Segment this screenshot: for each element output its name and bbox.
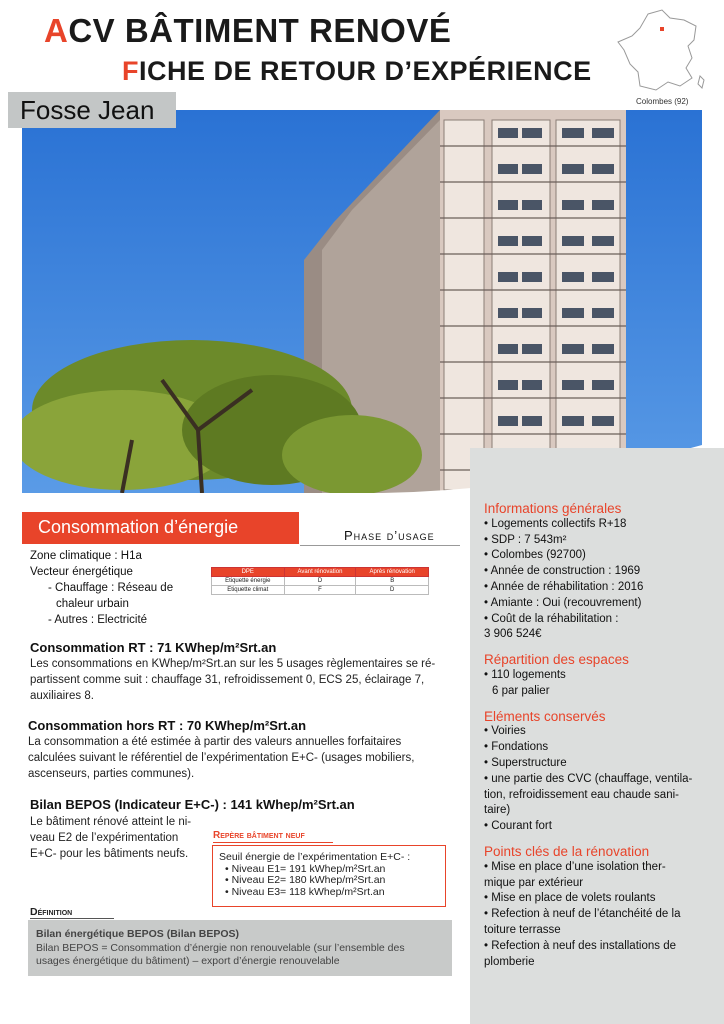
energy-banner: Consommation d’énergie <box>22 512 299 544</box>
table-cell: F <box>284 586 356 595</box>
table-header: DPE <box>212 568 285 577</box>
table-cell: Etiquette climat <box>212 586 285 595</box>
conserved-item: • Fondations <box>484 741 549 754</box>
definition-text: usages énergétique du bâtiment) – export d’énergie renouvelable <box>36 955 340 967</box>
conserved-title: Eléments conservés <box>484 708 606 724</box>
info-item: • Amiante : Oui (recouvrement) <box>484 596 642 609</box>
autres: - Autres : Electricité <box>48 614 148 626</box>
niveau-item-text: Niveau E1= 191 kWhep/m²Srt.an <box>231 862 386 875</box>
document-subtitle: FICHE DE RETOUR D’EXPÉRIENCE <box>122 56 592 86</box>
niveau-item: • Niveau E1= 191 kWhep/m²Srt.an <box>225 862 386 875</box>
niveau-item: • Niveau E3= 118 kWhep/m²Srt.an <box>225 885 385 898</box>
table-header: Après rénovation <box>356 568 429 577</box>
table-cell: Etiquette énergie <box>212 577 285 586</box>
key-point-item: plomberie <box>484 955 535 968</box>
bepos-title: Bilan BEPOS (Indicateur E+C-) : 141 kWhep/m²Srt.an <box>30 797 355 812</box>
chauffage-cont: chaleur urbain <box>56 598 129 610</box>
dpe-table <box>211 567 429 595</box>
definition-underline <box>30 918 114 919</box>
definition-text: Bilan BEPOS = Consommation d’énergie non renouvelable (sur l’ensemble des <box>36 941 405 954</box>
hors-rt-text: calculées suivant le référentiel de l’expérimentation E+C- (usages mobiliers, <box>28 752 415 764</box>
phase-label: Phase d’usage <box>344 528 435 543</box>
hors-rt-title: Consommation hors RT : 70 KWhep/m²Srt.an <box>28 718 307 733</box>
bepos-text: Le bâtiment rénové atteint le ni- <box>30 816 192 828</box>
table-row <box>212 586 429 595</box>
rt-text: partissent comme suit : chauffage 31, refroidissement 0, ECS 25, éclairage 7, <box>30 674 425 686</box>
france-map-icon <box>610 6 710 96</box>
building-photo <box>22 110 702 493</box>
niveaux-box <box>212 845 446 907</box>
key-point-item: • Refection à neuf des installations de <box>484 939 676 952</box>
key-point-item: mique par extérieur <box>484 876 584 889</box>
info-item: • Coût de la réhabilitation : <box>484 612 619 625</box>
seuil-text: Seuil énergie de l’expérimentation E+C- : <box>219 851 411 863</box>
conserved-item: • une partie des CVC (chauffage, ventila- <box>484 772 693 785</box>
info-item: • Colombes (92700) <box>484 549 586 562</box>
location-caption: Colombes (92) <box>636 97 689 106</box>
hors-rt-text: ascenseurs, parties communes). <box>28 768 195 780</box>
conserved-item: • Courant fort <box>484 820 552 833</box>
key-point-item: • Mise en place d’une isolation ther- <box>484 860 666 873</box>
sidebar-content <box>484 501 716 970</box>
repartition-title: Répartition des espaces <box>484 652 629 668</box>
info-item: • Année de construction : 1969 <box>484 565 641 578</box>
conserved-item: • Superstructure <box>484 756 567 769</box>
niveau-item-text: Niveau E3= 118 kWhep/m²Srt.an <box>231 885 385 898</box>
rt-title: Consommation RT : 71 KWhep/m²Srt.an <box>30 640 277 655</box>
hors-rt-text: La consommation a été estimée à partir des valeurs annuelles forfaitaires <box>28 736 402 748</box>
repere-underline <box>213 842 333 843</box>
niveau-item: • Niveau E2= 180 kWhep/m²Srt.an <box>225 874 386 886</box>
info-item: • Année de réhabilitation : 2016 <box>484 580 644 593</box>
rt-text: auxiliaires 8. <box>30 690 94 702</box>
table-cell: B <box>356 577 429 586</box>
definition-heading: Bilan énergétique BEPOS (Bilan BEPOS) <box>36 928 240 940</box>
zone-climatique: Zone climatique : H1a <box>30 550 142 562</box>
location-marker-icon <box>660 27 664 31</box>
bepos-text: E+C- pour les bâtiments neufs. <box>30 848 189 860</box>
info-item: • Logements collectifs R+18 <box>484 517 627 530</box>
conserved-item: tion, refroidissement eau chaude sani- <box>484 788 679 801</box>
niveau-item-text: Niveau E2= 180 kWhep/m²Srt.an <box>231 874 386 886</box>
table-cell: D <box>356 586 429 595</box>
phase-underline <box>300 545 460 546</box>
key-points-title: Points clés de la rénovation <box>484 843 650 859</box>
info-item: 3 906 524€ <box>484 628 542 641</box>
project-name: Fosse Jean <box>8 92 176 128</box>
repartition-item: • 110 logements <box>484 668 566 681</box>
conserved-item: taire) <box>484 804 511 817</box>
repere-title: Repère bâtiment neuf <box>213 830 305 841</box>
key-point-item: toiture terrasse <box>484 923 561 936</box>
info-title: Informations générales <box>484 501 622 516</box>
key-point-item: • Refection à neuf de l’étanchéité de la <box>484 908 681 921</box>
table-row <box>212 577 429 586</box>
conserved-item: • Voiries <box>484 725 526 738</box>
bepos-text: veau E2 de l’expérimentation <box>30 832 179 844</box>
rt-text: Les consommations en KWhep/m²Srt.an sur les 5 usages règlementaires se ré- <box>30 658 436 670</box>
vecteur-energetique: Vecteur énergétique <box>30 566 133 578</box>
definition-box <box>28 920 452 976</box>
table-header-row <box>212 568 429 577</box>
definition-title: Définition <box>30 906 73 918</box>
document-title: ACV BÂTIMENT RENOVÉ <box>44 12 452 49</box>
key-point-item: • Mise en place de volets roulants <box>484 892 656 905</box>
table-header: Avant rénovation <box>284 568 356 577</box>
chauffage: - Chauffage : Réseau de <box>48 582 174 594</box>
info-item: • SDP : 7 543m² <box>484 533 567 546</box>
table-cell: D <box>284 577 356 586</box>
repartition-item: 6 par palier <box>492 684 550 697</box>
